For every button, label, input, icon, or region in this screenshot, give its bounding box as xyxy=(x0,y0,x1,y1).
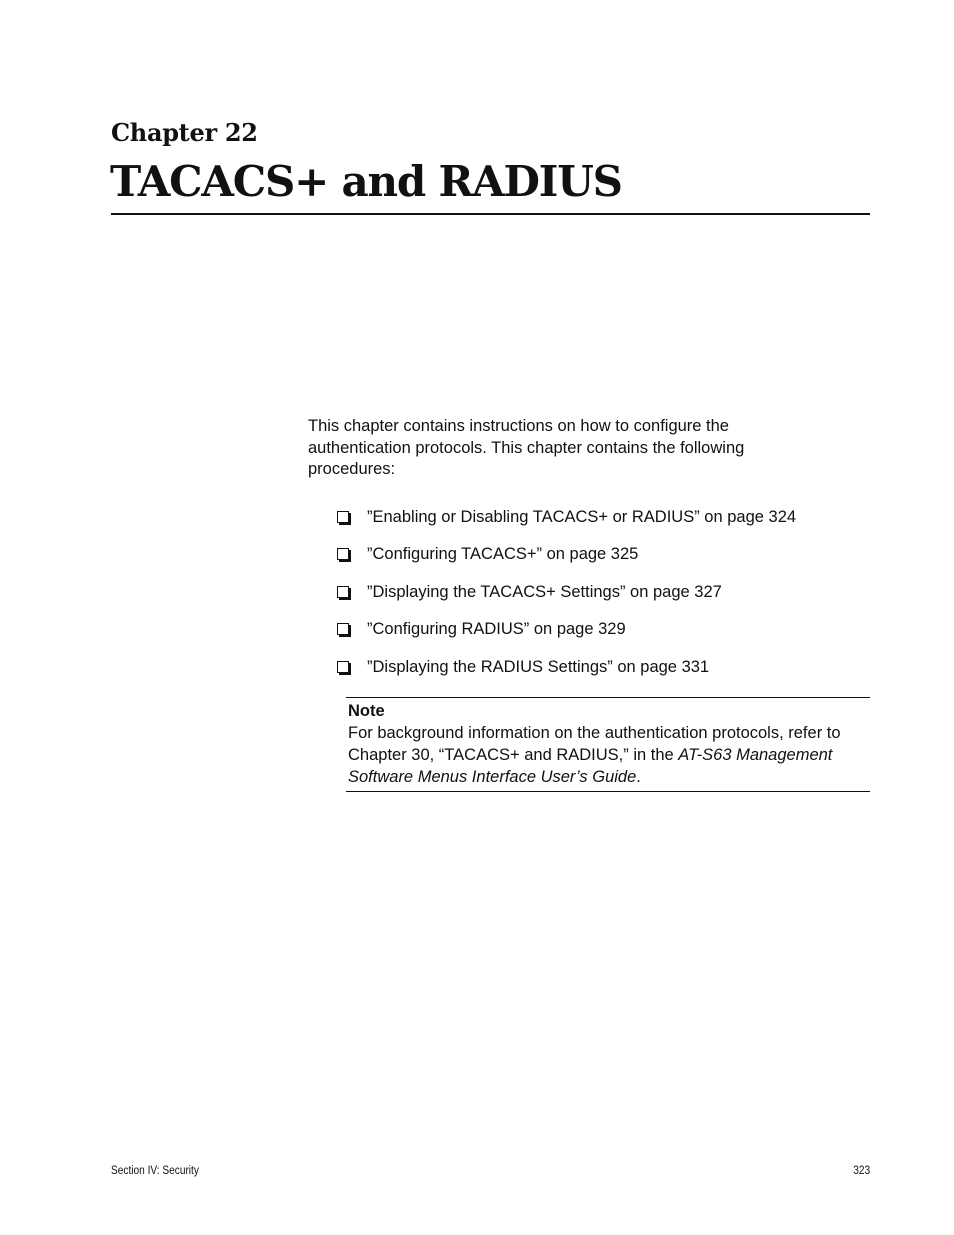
note-heading: Note xyxy=(348,702,385,720)
chapter-label: Chapter 22 xyxy=(111,118,258,147)
procedure-link[interactable]: ”Enabling or Disabling TACACS+ or RADIUS” on page 324 xyxy=(367,507,797,526)
footer-page-number: 323 xyxy=(853,1165,870,1177)
checkbox-icon xyxy=(337,586,349,598)
footer-section: Section IV: Security xyxy=(111,1165,199,1177)
chapter-title: TACACS+ and RADIUS xyxy=(110,157,622,206)
list-item[interactable] xyxy=(335,573,796,611)
list-item[interactable] xyxy=(335,498,796,536)
guide-title: AT-S63 Management Software Menus Interface User’s Guide xyxy=(348,746,833,786)
procedure-link[interactable]: ”Configuring RADIUS” on page 329 xyxy=(367,620,626,639)
procedure-link[interactable]: ”Configuring TACACS+” on page 325 xyxy=(367,545,639,564)
list-item[interactable] xyxy=(335,611,796,649)
checkbox-icon xyxy=(337,661,349,673)
note-text-end: . xyxy=(636,768,641,786)
list-item[interactable] xyxy=(335,648,796,686)
intro-paragraph: This chapter contains instructions on how to configure the authentication protocols. This chapter contains the following procedures: xyxy=(308,417,745,478)
procedure-link[interactable]: ”Displaying the RADIUS Settings” on page 331 xyxy=(367,657,710,676)
checkbox-icon xyxy=(337,548,349,560)
list-item[interactable] xyxy=(335,536,796,574)
procedure-list xyxy=(335,498,796,686)
title-rule xyxy=(111,213,870,215)
checkbox-icon xyxy=(337,511,349,523)
checkbox-icon xyxy=(337,623,349,635)
procedure-link[interactable]: ”Displaying the TACACS+ Settings” on page 327 xyxy=(367,582,722,601)
note-body xyxy=(348,722,870,788)
note-box xyxy=(346,697,870,792)
note-text: For background information on the authentication protocols, refer to Chapter 30, “TACACS+ and RADIUS,” in the xyxy=(348,724,841,764)
